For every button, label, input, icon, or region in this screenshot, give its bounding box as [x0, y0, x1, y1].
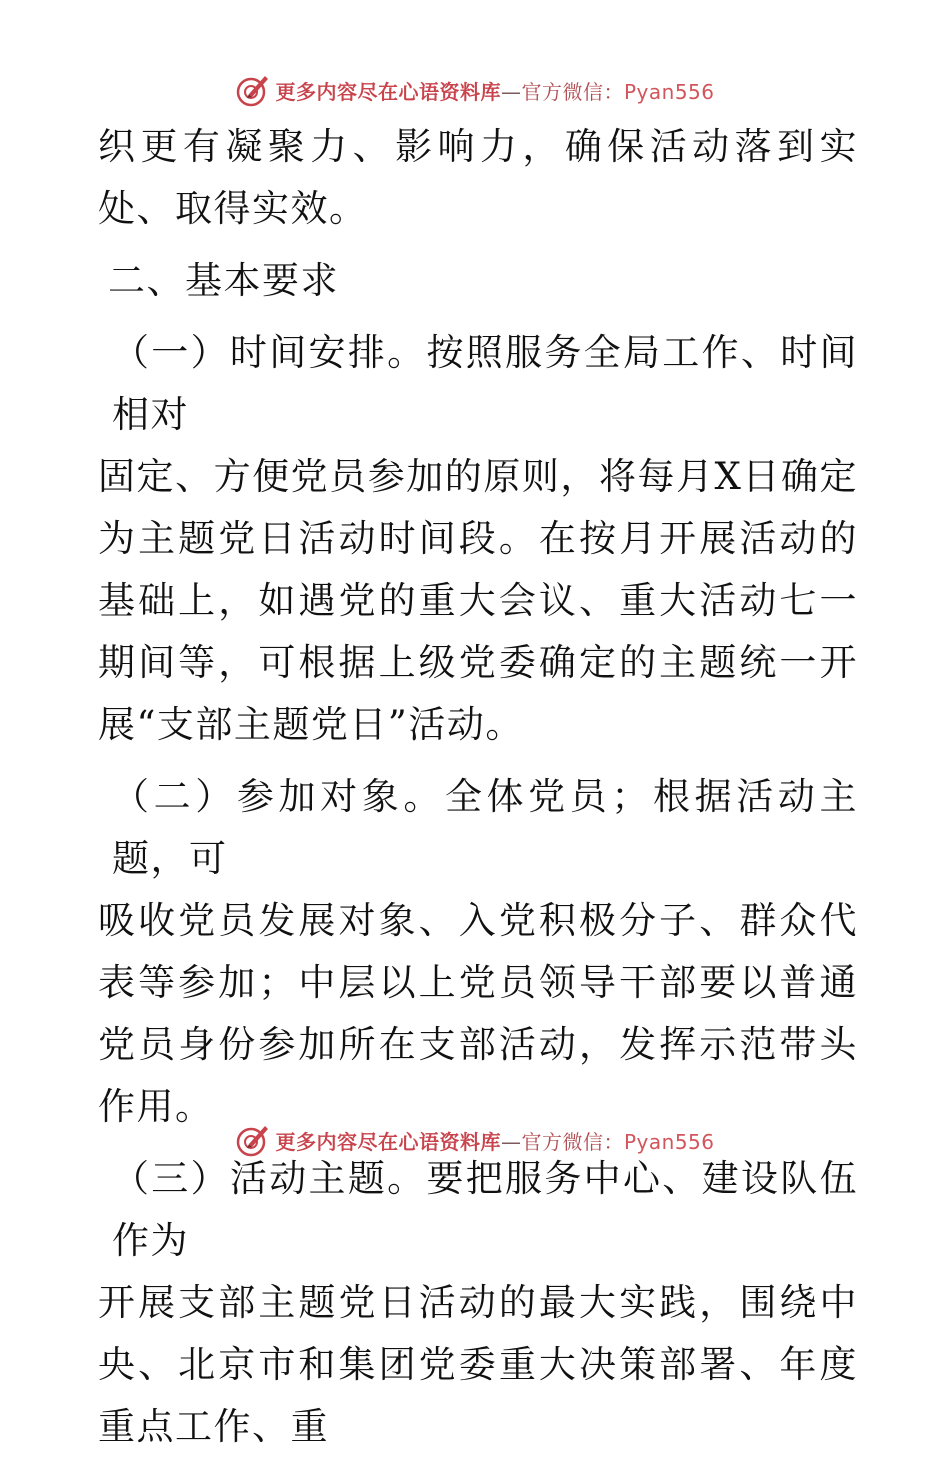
item-2-head: （二）参加对象。全体党员；根据活动主题，可	[112, 775, 858, 880]
header-watermark-banner	[0, 70, 950, 110]
watermark-dash: —	[500, 1129, 522, 1154]
footer-watermark-banner	[0, 1120, 950, 1160]
watermark-dash: —	[500, 79, 522, 104]
item-3-head: （三）活动主题。要把服务中心、建设队伍作为	[112, 1157, 858, 1262]
watermark-label: 官方微信：	[521, 79, 624, 104]
watermark-wechat-id: Pyan556	[623, 79, 715, 104]
watermark-wechat-id: Pyan556	[623, 1129, 715, 1154]
watermark-text	[275, 1126, 714, 1155]
item-2-body: 吸收党员发展对象、入党积极分子、群众代表等参加；中层以上党员领导干部要以普通党员身份参加所在支部活动，发挥示范带头作用。	[98, 899, 858, 1128]
section-heading: 二、基本要求	[108, 259, 339, 302]
watermark-main: 更多内容尽在心语资料库	[275, 79, 501, 104]
watermark-main: 更多内容尽在心语资料库	[275, 1129, 501, 1154]
pen-logo-icon	[235, 1122, 271, 1158]
item-1-body: 固定、方便党员参加的原则，将每月X日确定为主题党日活动时间段。在按月开展活动的基础上，如遇党的重大会议、重大活动七一期间等，可根据上级党委确定的主题统一开展“支部主题党日”活动。	[98, 455, 858, 746]
pen-logo-icon	[235, 72, 271, 108]
item-1-head: （一）时间安排。按照服务全局工作、时间相对	[112, 331, 858, 436]
item-3-body: 开展支部主题党日活动的最大实践，围绕中央、北京市和集团党委重大决策部署、年度重点工作、重	[98, 1281, 858, 1448]
document-body	[98, 116, 858, 1458]
watermark-label: 官方微信：	[521, 1129, 624, 1154]
watermark-text	[275, 76, 714, 105]
paragraph-continuation: 织更有凝聚力、影响力，确保活动落到实处、取得实效。	[98, 125, 858, 230]
